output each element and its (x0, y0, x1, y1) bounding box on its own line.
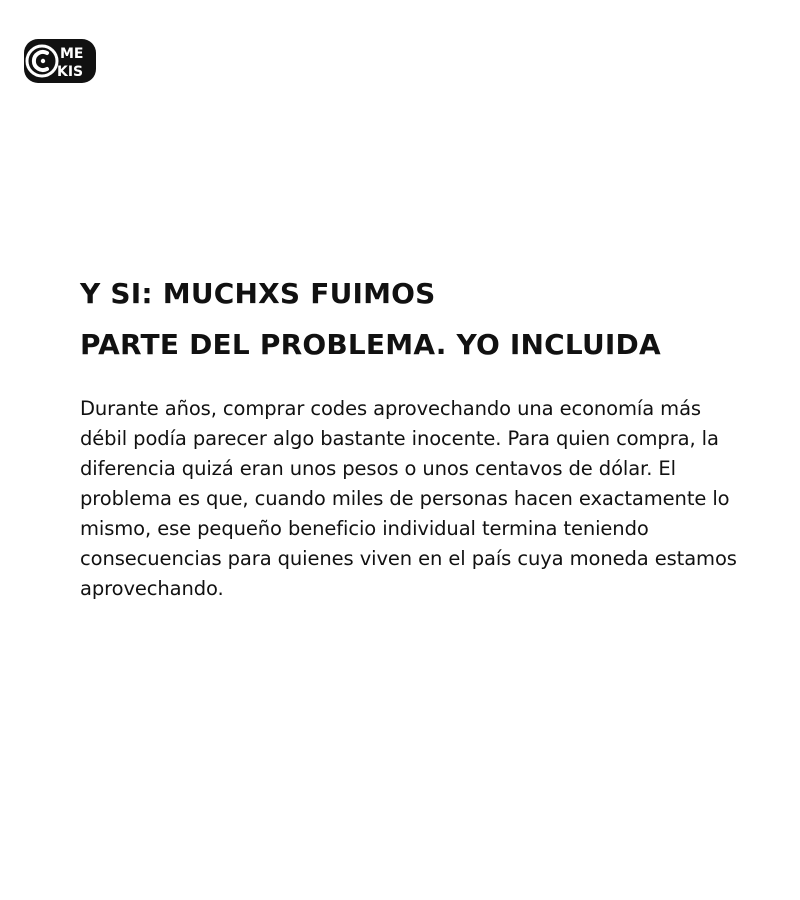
brand-logo (22, 36, 98, 86)
logo-text-top: ME (60, 46, 84, 62)
brand-logo-mark (22, 36, 98, 86)
article-heading (80, 268, 760, 370)
body-paragraph: Durante años, comprar codes aprovechando una economía más débil podía parecer algo bastante inocente. Para quien compra, la diferencia quizá eran unos pesos o unos centavos de dólar. El problema es que, cuando miles de personas hacen exactamente lo mismo, ese pequeño beneficio individual termina teniendo consecuencias para quienes viven en el país cuya moneda estamos aprovechando. (80, 397, 737, 600)
heading-line-2: PARTE DEL PROBLEMA. YO INCLUIDA (80, 328, 661, 361)
heading-line-1: Y SI: MUCHXS FUIMOS (80, 277, 436, 310)
logo-text-bottom: KIS (57, 64, 84, 80)
